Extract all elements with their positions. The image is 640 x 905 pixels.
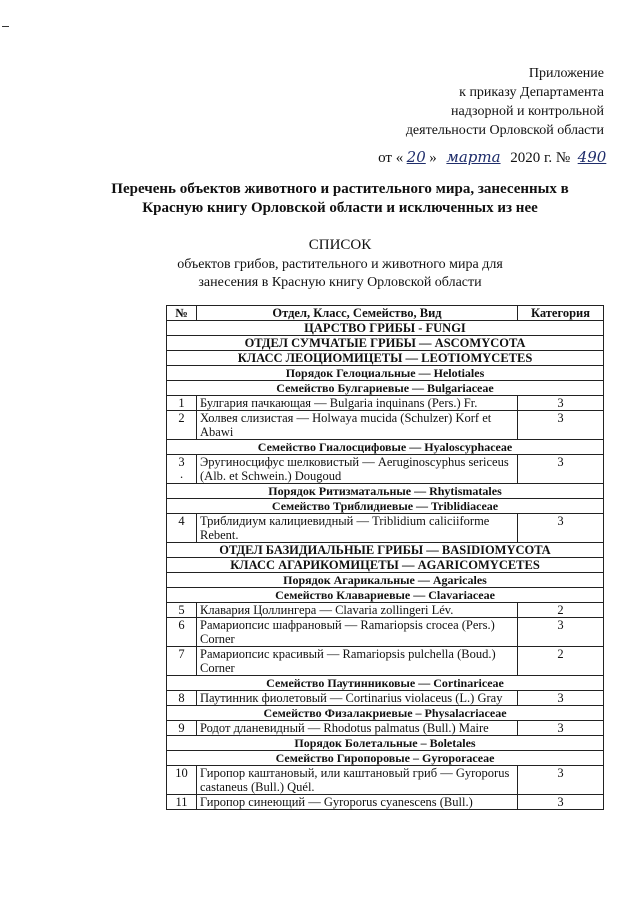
species-category: 2 <box>518 603 604 618</box>
section-heading: ОТДЕЛ БАЗИДИАЛЬНЫЕ ГРИБЫ — BASIDIOMYCOTA <box>167 543 604 558</box>
header-category: Категория <box>518 306 604 321</box>
species-number: 7 <box>178 647 185 661</box>
handwritten-month: марта <box>446 148 501 166</box>
table-section-row <box>167 336 604 351</box>
appendix-line: надзорной и контрольной <box>451 104 604 119</box>
species-number: 1 <box>178 396 185 410</box>
species-number-cell <box>167 618 197 647</box>
table-row <box>167 396 604 411</box>
section-heading: КЛАСС АГАРИКОМИЦЕТЫ — AGARICOMYCETES <box>167 558 604 573</box>
subsection-heading: Семейство Гиалосцифовые — Hyaloscyphaceae <box>167 440 604 455</box>
table-subsection-row <box>167 706 604 721</box>
handwritten-order-number: 490 <box>577 148 607 166</box>
subsection-heading: Семейство Паутинниковые — Cortinariceae <box>167 676 604 691</box>
handwritten-day: 20 <box>406 148 426 166</box>
appendix-line: к приказу Департамента <box>459 85 604 100</box>
title-line: Перечень объектов животного и растительного мира, занесенных в <box>111 181 569 197</box>
species-number-cell <box>167 766 197 795</box>
species-name: Холвея слизистая — Holwaya mucida (Schulzer) Korf et Abawi <box>197 411 518 440</box>
species-number-cell <box>167 795 197 810</box>
species-number: 2 <box>178 411 185 425</box>
list-subheading-line: занесения в Красную книгу Орловской области <box>198 275 482 290</box>
species-number-cell <box>167 691 197 706</box>
species-category: 3 <box>518 455 604 484</box>
section-heading: ЦАРСТВО ГРИБЫ - FUNGI <box>167 321 604 336</box>
table-row <box>167 795 604 810</box>
header-number: № <box>167 306 197 321</box>
appendix-line: деятельности Орловской области <box>405 123 604 138</box>
table-row <box>167 691 604 706</box>
species-number: 8 <box>178 691 185 705</box>
species-name: Булгария пачкающая — Bulgaria inquinans (Pers.) Fr. <box>197 396 518 411</box>
species-name: Гиропор синеющий — Gyroporus cyanescens (Bull.) <box>197 795 518 810</box>
species-number-cell <box>167 396 197 411</box>
subsection-heading: Семейство Физалакриевые – Physalacriaceae <box>167 706 604 721</box>
scan-mark <box>2 26 9 27</box>
species-category: 2 <box>518 647 604 676</box>
table-row <box>167 766 604 795</box>
table-section-row <box>167 558 604 573</box>
species-category: 3 <box>518 411 604 440</box>
table-header-row <box>167 306 604 321</box>
table-row <box>167 618 604 647</box>
table-section-row <box>167 351 604 366</box>
table-row <box>167 647 604 676</box>
species-category: 3 <box>518 795 604 810</box>
scan-dot: . <box>179 467 184 481</box>
species-number: 5 <box>178 603 185 617</box>
table-subsection-row <box>167 736 604 751</box>
document-title <box>40 180 640 218</box>
table-row <box>167 411 604 440</box>
list-subheading-line: объектов грибов, растительного и животного мира для <box>177 257 503 272</box>
subsection-heading: Порядок Болетальные – Boletales <box>167 736 604 751</box>
subsection-heading: Семейство Клавариевые — Clavariaceae <box>167 588 604 603</box>
species-number-cell <box>167 721 197 736</box>
section-heading: ОТДЕЛ СУМЧАТЫЕ ГРИБЫ — ASCOMYCOTA <box>167 336 604 351</box>
species-number: 6 <box>178 618 185 632</box>
red-book-table <box>166 305 604 810</box>
list-subheading <box>40 256 640 292</box>
species-number: 9 <box>178 721 185 735</box>
table-subsection-row <box>167 751 604 766</box>
species-number-cell <box>167 647 197 676</box>
table-subsection-row <box>167 499 604 514</box>
subsection-heading: Порядок Агарикальные — Agaricales <box>167 573 604 588</box>
species-number: 10 <box>175 766 188 780</box>
table-subsection-row <box>167 573 604 588</box>
appendix-block <box>406 64 604 140</box>
species-name: Гиропор каштановый, или каштановый гриб — Gyroporus castaneus (Bull.) Quél. <box>197 766 518 795</box>
species-number: 3 <box>178 455 185 469</box>
table-subsection-row <box>167 381 604 396</box>
species-name: Паутинник фиолетовый — Cortinarius violaceus (L.) Gray <box>197 691 518 706</box>
title-line: Красную книгу Орловской области и исключенных из нее <box>142 200 538 216</box>
species-category: 3 <box>518 721 604 736</box>
table-subsection-row <box>167 366 604 381</box>
species-name: Триблидиум калициевидный — Triblidium caliciiforme Rebent. <box>197 514 518 543</box>
order-date-line <box>378 148 610 167</box>
species-number: 11 <box>175 795 188 809</box>
table-subsection-row <box>167 484 604 499</box>
species-category: 3 <box>518 396 604 411</box>
species-name: Родот дланевидный — Rhodotus palmatus (Bull.) Maire <box>197 721 518 736</box>
table-row <box>167 514 604 543</box>
subsection-heading: Семейство Триблидиевые — Triblidiaceae <box>167 499 604 514</box>
species-category: 3 <box>518 691 604 706</box>
species-name: Рамариопсис красивый — Ramariopsis pulchella (Boud.) Corner <box>197 647 518 676</box>
species-name: Клавария Цоллингера — Clavaria zollingeri Lév. <box>197 603 518 618</box>
section-heading: КЛАСС ЛЕОЦИОМИЦЕТЫ — LEOTIOMYCETES <box>167 351 604 366</box>
species-number-cell <box>167 514 197 543</box>
order-close-quote: » <box>429 150 437 166</box>
subsection-heading: Порядок Гелоциальные — Helotiales <box>167 366 604 381</box>
species-category: 3 <box>518 514 604 543</box>
table-subsection-row <box>167 440 604 455</box>
subsection-heading: Семейство Гиропоровые – Gyroporaceae <box>167 751 604 766</box>
species-number-cell <box>167 603 197 618</box>
subsection-heading: Порядок Ритизматальные — Rhytismatales <box>167 484 604 499</box>
appendix-line: Приложение <box>528 66 604 81</box>
table-section-row <box>167 321 604 336</box>
table-section-row <box>167 543 604 558</box>
table-row <box>167 455 604 484</box>
table-subsection-row <box>167 588 604 603</box>
species-category: 3 <box>518 766 604 795</box>
header-taxon: Отдел, Класс, Семейство, Вид <box>197 306 518 321</box>
list-heading: СПИСОК <box>308 237 372 253</box>
species-category: 3 <box>518 618 604 647</box>
species-number: 4 <box>178 514 185 528</box>
species-name: Эругиносцифус шелковистый — Aeruginoscyphus sericeus (Alb. et Schwein.) Dougoud <box>197 455 518 484</box>
subsection-heading: Семейство Булгариевые — Bulgariaceae <box>167 381 604 396</box>
table-row <box>167 721 604 736</box>
species-number-cell <box>167 455 197 484</box>
order-year: 2020 г. № <box>510 150 571 166</box>
table-row <box>167 603 604 618</box>
species-number-cell <box>167 411 197 440</box>
species-name: Рамариопсис шафрановый — Ramariopsis crocea (Pers.) Corner <box>197 618 518 647</box>
order-prefix: от « <box>378 150 404 166</box>
table-subsection-row <box>167 676 604 691</box>
